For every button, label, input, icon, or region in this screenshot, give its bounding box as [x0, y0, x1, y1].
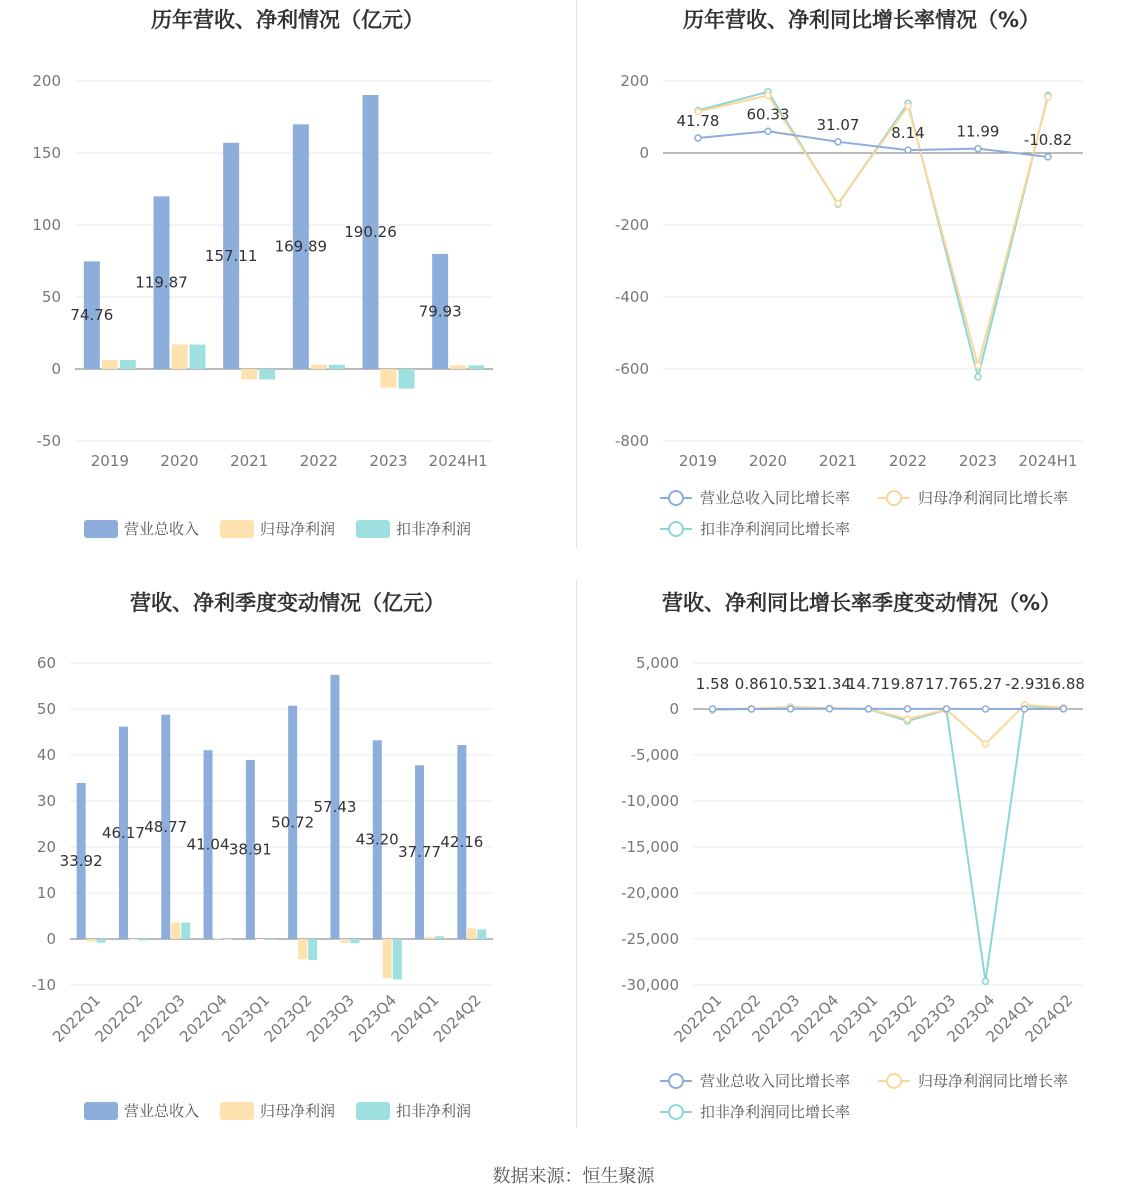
legend-label: 归母净利润 — [260, 520, 336, 538]
x-tick-label: 2023Q3 — [302, 991, 358, 1046]
x-tick-label: 2022Q4 — [176, 991, 231, 1046]
legend-label: 营业总收入同比增长率 — [700, 489, 851, 507]
annual-amount-chart — [0, 0, 575, 560]
data-label: 21.34 — [808, 675, 851, 693]
bar — [139, 939, 148, 940]
y-tick-label: 60 — [36, 654, 56, 672]
bar — [259, 369, 275, 380]
x-tick-label: 2024Q2 — [429, 991, 485, 1046]
data-label: 43.20 — [355, 830, 399, 849]
legend-swatch — [84, 520, 118, 538]
chart-title: 营收、净利季度变动情况（亿元） — [130, 591, 445, 615]
y-tick-label: -10 — [31, 976, 56, 994]
y-tick-label: 0 — [639, 144, 649, 162]
legend-swatch — [887, 1074, 901, 1088]
legend-swatch — [220, 520, 254, 538]
x-tick-label: 2023Q2 — [260, 991, 316, 1046]
bar — [340, 939, 349, 943]
data-label: 57.43 — [313, 797, 357, 816]
x-tick-label: 2019 — [90, 452, 129, 470]
y-tick-label: 200 — [32, 72, 61, 90]
data-point — [905, 147, 911, 153]
data-label: 37.77 — [398, 843, 442, 862]
legend-label: 营业总收入同比增长率 — [700, 1072, 851, 1090]
data-point — [905, 103, 911, 109]
data-point — [944, 706, 950, 712]
data-point — [749, 706, 755, 712]
bar — [171, 922, 180, 939]
data-label: 33.92 — [59, 851, 103, 870]
bar — [181, 922, 190, 939]
data-label: 60.33 — [746, 105, 790, 124]
y-tick-label: 20 — [36, 838, 56, 856]
y-tick-label: -400 — [614, 288, 649, 306]
data-point — [983, 741, 989, 747]
bar — [172, 344, 188, 369]
legend-swatch — [669, 1074, 683, 1088]
data-label: 41.78 — [676, 111, 720, 130]
x-tick-label: 2023Q1 — [218, 991, 274, 1046]
x-tick-label: 2022Q3 — [748, 991, 804, 1046]
x-tick-label: 2023Q2 — [865, 991, 921, 1046]
bar — [329, 365, 345, 369]
data-label: 42.16 — [440, 833, 484, 852]
bar — [129, 939, 138, 940]
bar — [468, 365, 484, 369]
data-label: 41.04 — [186, 835, 230, 854]
y-tick-label: 10 — [36, 884, 56, 902]
data-label: 31.07 — [816, 115, 860, 134]
data-label: -2.93 — [1005, 675, 1044, 693]
data-label: 157.11 — [204, 246, 258, 265]
data-point — [905, 706, 911, 712]
legend-swatch — [669, 491, 683, 505]
data-point — [1045, 94, 1051, 100]
data-point — [905, 716, 911, 722]
y-tick-label: -200 — [614, 216, 649, 234]
x-tick-label: 2023Q4 — [943, 991, 999, 1046]
series-line — [713, 705, 1064, 744]
data-label: 46.17 — [101, 823, 145, 842]
y-tick-label: -20,000 — [621, 884, 679, 902]
annual-growth-panel — [576, 0, 1147, 560]
x-tick-label: 2021 — [818, 452, 858, 470]
data-point — [866, 706, 872, 712]
data-label: 119.87 — [135, 273, 188, 292]
data-point — [765, 92, 771, 98]
quarterly-amount-chart — [0, 583, 575, 1143]
data-point — [983, 978, 989, 984]
y-tick-label: 40 — [36, 746, 56, 764]
data-label: 169.89 — [274, 237, 328, 256]
legend-swatch — [220, 1102, 254, 1120]
y-tick-label: -600 — [614, 360, 649, 378]
data-point — [835, 139, 841, 145]
x-tick-label: 2022Q1 — [670, 991, 726, 1046]
bar — [241, 369, 257, 379]
y-tick-label: 0 — [51, 360, 61, 378]
bar — [214, 939, 223, 940]
x-tick-label: 2022Q2 — [709, 991, 765, 1046]
annual-growth-chart — [576, 0, 1147, 560]
x-tick-label: 2022Q4 — [787, 991, 843, 1046]
chart-title: 历年营收、净利同比增长率情况（%） — [682, 8, 1041, 32]
bar — [350, 939, 359, 943]
bar — [399, 369, 415, 389]
x-tick-label: 2021 — [230, 452, 269, 470]
x-tick-label: 2019 — [678, 452, 718, 470]
data-label: 48.77 — [144, 817, 188, 836]
data-label: 17.76 — [925, 675, 968, 693]
legend-swatch — [669, 522, 683, 536]
data-point — [983, 706, 989, 712]
data-point — [975, 374, 981, 380]
annual-amount-panel — [0, 0, 575, 560]
bar — [97, 939, 106, 943]
bar — [87, 939, 96, 942]
legend-swatch — [356, 1102, 390, 1120]
data-point — [788, 706, 794, 712]
data-label: 50.72 — [271, 813, 315, 832]
data-point — [710, 706, 716, 712]
y-tick-label: -800 — [614, 432, 649, 450]
bar — [311, 365, 327, 369]
legend-label: 营业总收入 — [124, 520, 200, 538]
legend-label: 归母净利润同比增长率 — [918, 489, 1069, 507]
y-tick-label: -25,000 — [621, 930, 679, 948]
x-tick-label: 2023Q3 — [904, 991, 960, 1046]
legend-label: 扣非净利润 — [396, 520, 472, 538]
x-tick-label: 2024Q1 — [982, 991, 1038, 1046]
y-tick-label: 5,000 — [636, 654, 679, 672]
y-tick-label: -15,000 — [621, 838, 679, 856]
data-label: 38.91 — [228, 840, 272, 859]
data-label: 79.93 — [418, 302, 462, 321]
y-tick-label: 100 — [32, 216, 61, 234]
x-tick-label: 2022 — [299, 452, 338, 470]
x-tick-label: 2020 — [160, 452, 199, 470]
data-point — [1045, 154, 1051, 160]
bar — [256, 939, 265, 940]
y-tick-label: 50 — [41, 288, 61, 306]
data-point — [765, 128, 771, 134]
data-point — [975, 146, 981, 152]
quarterly-growth-panel — [576, 583, 1147, 1143]
bar — [435, 936, 444, 939]
legend-swatch — [887, 491, 901, 505]
data-label: 14.71 — [847, 675, 890, 693]
quarterly-growth-chart — [576, 583, 1147, 1143]
legend-label: 营业总收入 — [124, 1102, 200, 1120]
bar — [381, 369, 397, 388]
x-tick-label: 2024Q1 — [387, 991, 443, 1046]
quarterly-amount-panel — [0, 583, 575, 1143]
data-point — [827, 706, 833, 712]
series-line — [713, 706, 1064, 981]
data-point — [835, 200, 841, 206]
chart-title: 历年营收、净利情况（亿元） — [151, 8, 424, 32]
bar — [224, 939, 233, 940]
data-label: -10.82 — [1023, 130, 1073, 149]
legend-label: 归母净利润 — [260, 1102, 336, 1120]
legend-label: 扣非净利润 — [396, 1102, 472, 1120]
legend-label: 扣非净利润同比增长率 — [700, 1103, 851, 1121]
legend-swatch — [669, 1105, 683, 1119]
bar — [190, 345, 206, 369]
data-label: 5.27 — [968, 675, 1003, 693]
y-tick-label: -30,000 — [621, 976, 679, 994]
x-tick-label: 2023 — [958, 452, 998, 470]
x-tick-label: 2024H1 — [1018, 452, 1078, 470]
y-tick-label: 0 — [46, 930, 56, 948]
bar — [266, 939, 275, 940]
y-tick-label: -5,000 — [630, 746, 679, 764]
bar — [393, 939, 402, 979]
bar — [467, 928, 476, 939]
data-point — [1022, 706, 1028, 712]
data-point — [975, 362, 981, 368]
data-point — [1061, 706, 1067, 712]
bar — [383, 939, 392, 978]
y-tick-label: 0 — [669, 700, 679, 718]
vertical-divider — [576, 580, 577, 1128]
chart-title: 营收、净利同比增长率季度变动情况（%） — [661, 591, 1062, 615]
legend-label: 扣非净利润同比增长率 — [700, 520, 851, 538]
x-tick-label: 2020 — [748, 452, 788, 470]
legend-swatch — [356, 520, 390, 538]
data-point — [695, 135, 701, 141]
data-label: 74.76 — [70, 306, 114, 325]
bar — [298, 939, 307, 959]
data-source: 数据来源：恒生聚源 — [492, 1166, 655, 1187]
y-tick-label: 200 — [620, 72, 649, 90]
y-tick-label: 50 — [36, 700, 56, 718]
x-tick-label: 2024Q2 — [1021, 991, 1077, 1046]
x-tick-label: 2024H1 — [428, 452, 488, 470]
bar — [450, 365, 466, 369]
data-label: 10.53 — [769, 675, 812, 693]
x-tick-label: 2023Q1 — [826, 991, 882, 1046]
bar — [425, 937, 434, 939]
bar — [120, 360, 136, 369]
legend-swatch — [84, 1102, 118, 1120]
x-tick-label: 2022 — [888, 452, 928, 470]
data-label: 1.58 — [695, 675, 730, 693]
y-tick-label: 150 — [32, 144, 61, 162]
bar — [477, 929, 486, 939]
bar — [102, 360, 118, 369]
x-tick-label: 2023 — [369, 452, 408, 470]
data-label: 190.26 — [344, 223, 397, 242]
data-label: 8.14 — [891, 124, 925, 143]
legend-label: 归母净利润同比增长率 — [918, 1072, 1069, 1090]
y-tick-label: -10,000 — [621, 792, 679, 810]
y-tick-label: -50 — [36, 432, 61, 450]
x-tick-label: 2022Q1 — [49, 991, 104, 1046]
vertical-divider — [576, 0, 577, 548]
x-tick-label: 2022Q2 — [91, 991, 147, 1046]
data-label: 11.99 — [956, 122, 1000, 141]
data-label: 9.87 — [890, 675, 925, 693]
data-label: 16.88 — [1042, 675, 1085, 693]
data-label: 0.86 — [734, 675, 769, 693]
x-tick-label: 2023Q4 — [345, 991, 401, 1046]
bar — [308, 939, 317, 960]
x-tick-label: 2022Q3 — [133, 991, 189, 1046]
y-tick-label: 30 — [36, 792, 56, 810]
